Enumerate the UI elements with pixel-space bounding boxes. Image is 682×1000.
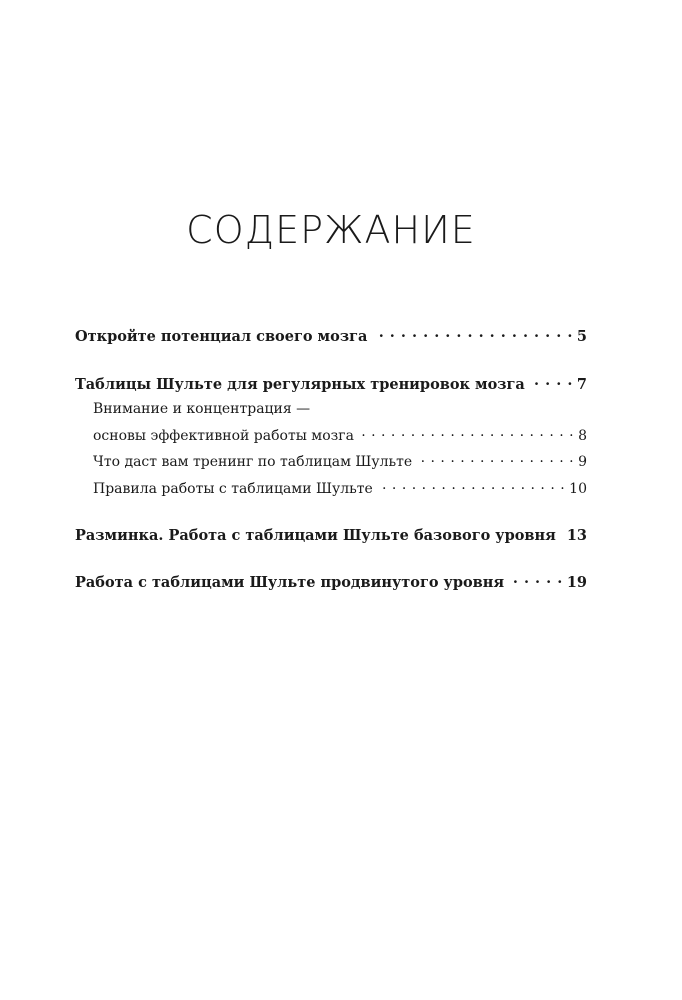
toc-entry-label: Таблицы Шульте для регулярных тренировок мозга xyxy=(75,375,525,393)
toc-page-number: 5 xyxy=(576,327,587,345)
toc-entry-warmup[interactable] xyxy=(75,525,587,544)
toc-leader-dots xyxy=(360,426,574,440)
toc-leader-dots xyxy=(418,452,574,466)
toc-subentry-training-benefits[interactable] xyxy=(93,452,587,470)
toc-leader-dots xyxy=(510,572,563,587)
toc-subentry-attention-line1: Внимание и концентрация — xyxy=(93,401,311,417)
toc-page-number: 8 xyxy=(578,428,587,444)
page-title: СОДЕРЖАНИЕ xyxy=(186,208,476,252)
toc-entry-advanced[interactable] xyxy=(75,572,587,591)
toc-entry-label: основы эффективной работы мозга xyxy=(93,428,354,444)
toc-page-number: 19 xyxy=(566,573,587,591)
toc-entry-label: Правила работы с таблицами Шульте xyxy=(93,481,373,497)
toc-leader-dots xyxy=(562,525,563,540)
toc-entry-label: Разминка. Работа с таблицами Шульте базового уровня xyxy=(75,526,556,544)
toc-entry-label: Откройте потенциал своего мозга xyxy=(75,327,368,345)
toc-subentry-rules[interactable] xyxy=(93,479,587,497)
toc-entry-label: Что даст вам тренинг по таблицам Шульте xyxy=(93,454,413,470)
toc-page-number: 13 xyxy=(566,526,587,544)
toc-entry-potential[interactable] xyxy=(75,326,587,345)
toc-page-number: 10 xyxy=(569,481,587,497)
toc-entry-label: Работа с таблицами Шульте продвинутого уровня xyxy=(75,573,505,591)
toc-entry-schulte-tables[interactable] xyxy=(75,374,587,393)
toc-leader-dots xyxy=(531,374,573,389)
toc-leader-dots xyxy=(373,326,573,341)
toc-page-number: 7 xyxy=(576,375,587,393)
toc-leader-dots xyxy=(379,479,565,493)
toc-page-number: 9 xyxy=(578,454,587,470)
toc-subentry-attention[interactable] xyxy=(93,426,587,444)
